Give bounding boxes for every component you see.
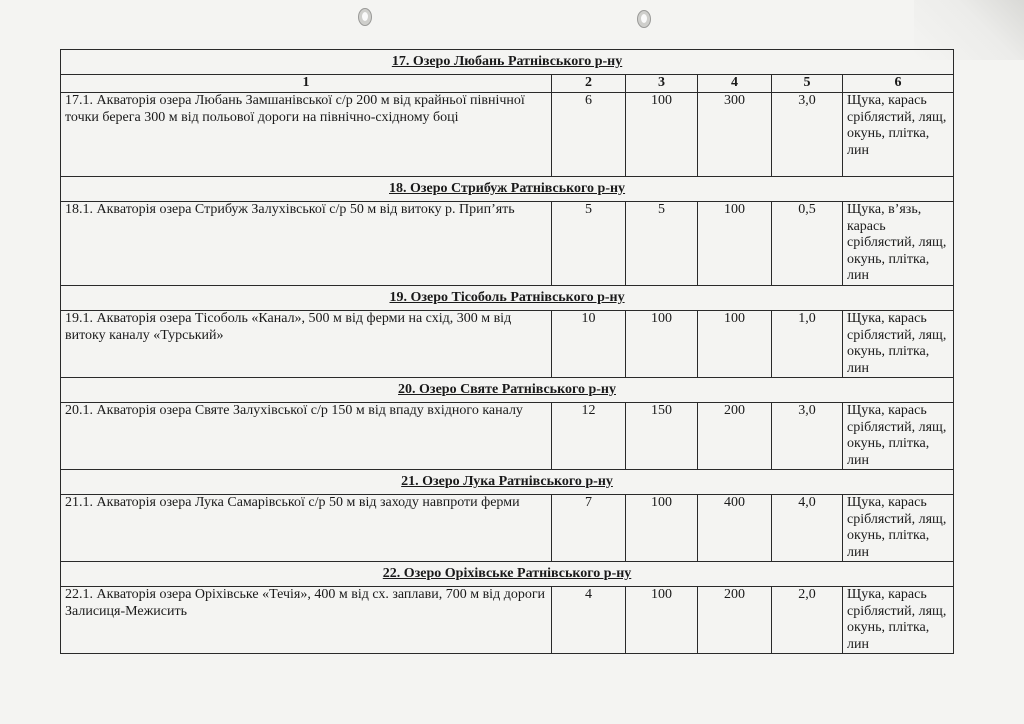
column-number: 3 (626, 75, 698, 93)
section-header-row (61, 50, 954, 75)
cell-col3: 100 (626, 495, 698, 562)
column-number: 1 (61, 75, 552, 93)
column-number: 4 (698, 75, 772, 93)
cell-col4: 100 (698, 202, 772, 286)
area-description: 18.1. Акваторія озера Стрибуж Залухівської с/р 50 м від витоку р. Прип’ять (61, 202, 552, 286)
table-row (61, 403, 954, 470)
punch-hole-left (358, 8, 372, 26)
section-title: 21. Озеро Лука Ратнівського р-ну (61, 470, 954, 495)
cell-col4: 200 (698, 587, 772, 654)
fish-species: Щука, карась сріблястий, лящ, окунь, плітка, лин (843, 587, 954, 654)
section-header-row (61, 286, 954, 311)
cell-col5: 0,5 (772, 202, 843, 286)
cell-col3: 5 (626, 202, 698, 286)
cell-col4: 400 (698, 495, 772, 562)
section-header-row (61, 378, 954, 403)
cell-col2: 4 (552, 587, 626, 654)
table-row (61, 587, 954, 654)
fish-species: Щука, карась сріблястий, лящ, окунь, плітка, лин (843, 495, 954, 562)
cell-col2: 5 (552, 202, 626, 286)
cell-col4: 200 (698, 403, 772, 470)
section-header-row (61, 562, 954, 587)
area-description: 20.1. Акваторія озера Святе Залухівської с/р 150 м від впаду вхідного каналу (61, 403, 552, 470)
table-row (61, 495, 954, 562)
table-row (61, 202, 954, 286)
cell-col5: 4,0 (772, 495, 843, 562)
cell-col2: 10 (552, 311, 626, 378)
column-number-row (61, 75, 954, 93)
cell-col5: 3,0 (772, 403, 843, 470)
cell-col4: 100 (698, 311, 772, 378)
cell-col3: 150 (626, 403, 698, 470)
cell-col4: 300 (698, 93, 772, 177)
cell-col3: 100 (626, 587, 698, 654)
fish-species: Щука, карась сріблястий, лящ, окунь, плітка, лин (843, 403, 954, 470)
section-title: 19. Озеро Тісоболь Ратнівського р-ну (61, 286, 954, 311)
section-header-row (61, 177, 954, 202)
section-header-row (61, 470, 954, 495)
fish-species: Щука, в’язь, карась сріблястий, лящ, окунь, плітка, лин (843, 202, 954, 286)
area-description: 22.1. Акваторія озера Оріхівське «Течія», 400 м від сх. заплави, 700 м від дороги Залисиця-Межисить (61, 587, 552, 654)
section-title: 20. Озеро Святе Ратнівського р-ну (61, 378, 954, 403)
cell-col3: 100 (626, 93, 698, 177)
fish-species: Щука, карась сріблястий, лящ, окунь, плітка, лин (843, 93, 954, 177)
section-title: 18. Озеро Стрибуж Ратнівського р-ну (61, 177, 954, 202)
section-title: 22. Озеро Оріхівське Ратнівського р-ну (61, 562, 954, 587)
fish-species: Щука, карась сріблястий, лящ, окунь, плітка, лин (843, 311, 954, 378)
section-title: 17. Озеро Любань Ратнівського р-ну (61, 50, 954, 75)
column-number: 6 (843, 75, 954, 93)
column-number: 5 (772, 75, 843, 93)
column-number: 2 (552, 75, 626, 93)
cell-col5: 3,0 (772, 93, 843, 177)
punch-hole-right (637, 10, 651, 28)
table-row (61, 311, 954, 378)
area-description: 21.1. Акваторія озера Лука Самарівської с/р 50 м від заходу навпроти ферми (61, 495, 552, 562)
table-row (61, 93, 954, 177)
cell-col2: 6 (552, 93, 626, 177)
cell-col5: 1,0 (772, 311, 843, 378)
area-description: 17.1. Акваторія озера Любань Замшанівської с/р 200 м від крайньої північної точки берега 300 м від польової дороги на північно-східному боці (61, 93, 552, 177)
cell-col2: 7 (552, 495, 626, 562)
cell-col3: 100 (626, 311, 698, 378)
cell-col5: 2,0 (772, 587, 843, 654)
area-description: 19.1. Акваторія озера Тісоболь «Канал», 500 м від ферми на схід, 300 м від витоку каналу «Турський» (61, 311, 552, 378)
fishing-areas-table (60, 49, 954, 654)
cell-col2: 12 (552, 403, 626, 470)
